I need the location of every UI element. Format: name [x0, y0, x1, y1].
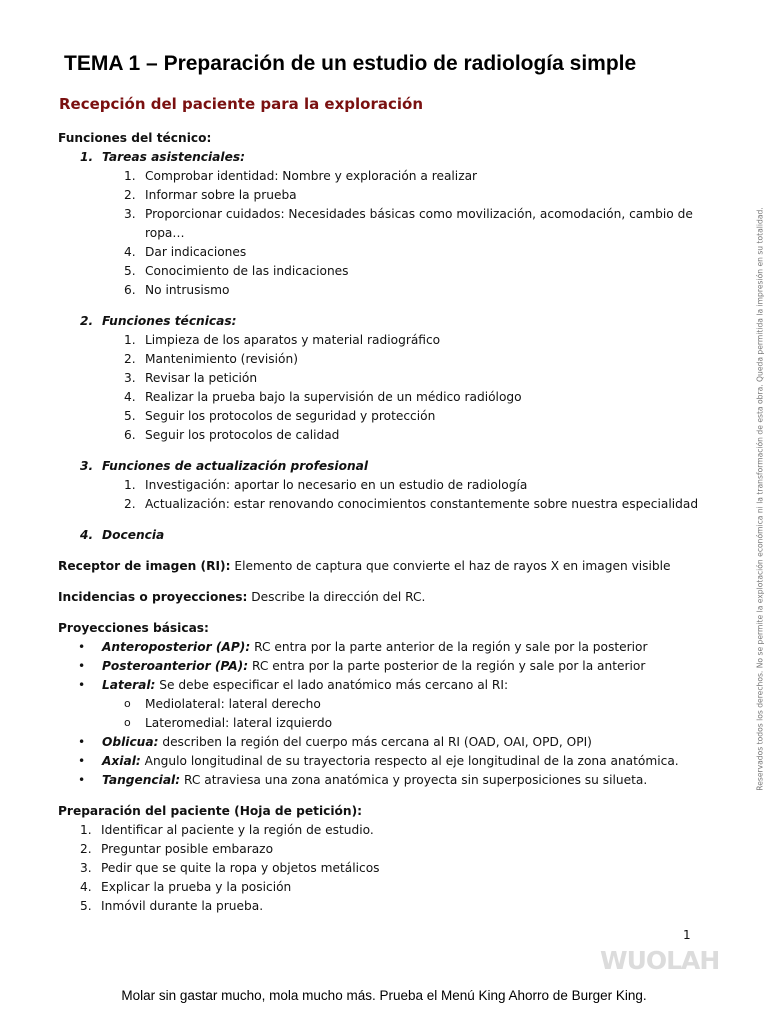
sub-bullet-item: [124, 695, 718, 714]
bullet-text: Angulo longitudinal de su trayectoria respecto al eje longitudinal de la zona anatómica.: [140, 754, 679, 768]
item-number: 4.: [80, 880, 92, 894]
item-text: Proporcionar cuidados: Necesidades básicas como movilización, acomodación, cambio de ropa…: [145, 207, 693, 240]
bullet-text: Se debe especificar el lado anatómico más cercano al RI:: [155, 678, 509, 692]
sub-bullet-item: [124, 714, 718, 733]
bullet-label: Anteroposterior (AP):: [102, 640, 251, 654]
bullet-item: [78, 771, 718, 790]
list-item: [80, 859, 718, 878]
group-number: 3.: [80, 459, 94, 473]
proyecciones-heading: Proyecciones básicas:: [58, 621, 209, 635]
list-item: [124, 331, 718, 350]
item-number: 2.: [80, 842, 92, 856]
wuolah-logo: WUOLAH: [600, 946, 720, 975]
item-number: 3.: [124, 371, 136, 385]
bullet-label: Axial:: [102, 754, 141, 768]
item-number: 5.: [124, 264, 136, 278]
group-heading: [80, 312, 718, 331]
preparacion-heading: Preparación del paciente (Hoja de petición):: [58, 804, 363, 818]
funciones-heading: Funciones del técnico:: [58, 131, 212, 145]
bullet-item: [78, 676, 718, 695]
item-number: 5.: [124, 409, 136, 423]
bullet-text: RC entra por la parte anterior de la región y sale por la posterior: [250, 640, 648, 654]
item-text: Informar sobre la prueba: [145, 188, 297, 202]
item-number: 3.: [80, 861, 92, 875]
item-number: 6.: [124, 283, 136, 297]
item-text: Conocimiento de las indicaciones: [145, 264, 349, 278]
bullet-label: Tangencial:: [102, 773, 181, 787]
bullet-item: [78, 752, 718, 771]
list-item: [124, 426, 718, 445]
bullet-icon: •: [78, 659, 86, 673]
item-number: 5.: [80, 899, 92, 913]
list-item: [124, 350, 718, 369]
item-text: Revisar la petición: [145, 371, 258, 385]
item-text: Realizar la prueba bajo la supervisión de un médico radiólogo: [145, 390, 522, 404]
item-text: Pedir que se quite la ropa y objetos metálicos: [101, 861, 380, 875]
list-item: [124, 476, 718, 495]
item-text: No intrusismo: [145, 283, 230, 297]
bullet-label: Lateral:: [102, 678, 156, 692]
item-text: Identificar al paciente y la región de estudio.: [101, 823, 374, 837]
item-text: Explicar la prueba y la posición: [101, 880, 292, 894]
bullet-label: Oblicua:: [102, 735, 159, 749]
item-number: 2.: [124, 352, 136, 366]
group-number: 2.: [80, 314, 94, 328]
item-number: 4.: [124, 245, 136, 259]
item-text: Mantenimiento (revisión): [145, 352, 298, 366]
item-text: Inmóvil durante la prueba.: [101, 899, 264, 913]
group-heading: [80, 457, 718, 476]
list-item: [80, 897, 718, 916]
footer-ad[interactable]: Molar sin gastar mucho, mola mucho más. Prueba el Menú King Ahorro de Burger King.: [121, 988, 647, 1003]
item-number: 1.: [124, 333, 136, 347]
circle-bullet-icon: o: [124, 697, 131, 710]
item-number: 6.: [124, 428, 136, 442]
item-text: Limpieza de los aparatos y material radiográfico: [145, 333, 441, 347]
group-number: 1.: [80, 150, 94, 164]
definition-text: Describe la dirección del RC.: [247, 590, 426, 604]
item-number: 1.: [124, 478, 136, 492]
bullet-text: RC atraviesa una zona anatómica y proyecta sin superposiciones su silueta.: [180, 773, 648, 787]
item-text: Actualización: estar renovando conocimientos constantemente sobre nuestra especialidad: [145, 497, 699, 511]
item-number: 1.: [80, 823, 92, 837]
page-title: TEMA 1 – Preparación de un estudio de radiología simple: [64, 52, 637, 75]
bullet-icon: •: [78, 678, 86, 692]
item-text: Comprobar identidad: Nombre y exploración a realizar: [145, 169, 478, 183]
list-item: [124, 281, 718, 300]
bullet-item: [78, 657, 718, 676]
list-item: [80, 821, 718, 840]
list-item: [124, 167, 718, 186]
item-number: 4.: [124, 390, 136, 404]
group-title: Funciones de actualización profesional: [102, 459, 369, 473]
bullet-icon: •: [78, 640, 86, 654]
list-item: [124, 262, 718, 281]
group-title: Tareas asistenciales:: [102, 150, 245, 164]
list-item: [80, 840, 718, 859]
section-title: Recepción del paciente para la exploración: [59, 95, 424, 113]
definition-incidencias: [58, 588, 718, 607]
definition-text: Elemento de captura que convierte el haz de rayos X en imagen visible: [230, 559, 671, 573]
bullet-label: Posteroanterior (PA):: [102, 659, 249, 673]
definition-label: Receptor de imagen (RI):: [58, 559, 231, 573]
document-body: [58, 129, 718, 916]
group-title: Docencia: [102, 528, 165, 542]
definition-receptor: [58, 557, 718, 576]
list-item: [124, 243, 718, 262]
bullet-text: describen la región del cuerpo más cercana al RI (OAD, OAI, OPD, OPI): [158, 735, 592, 749]
sub-bullet-text: Lateromedial: lateral izquierdo: [145, 716, 333, 730]
group-number: 4.: [80, 528, 94, 542]
list-item: [80, 878, 718, 897]
sub-bullet-text: Mediolateral: lateral derecho: [145, 697, 321, 711]
item-text: Dar indicaciones: [145, 245, 247, 259]
definition-label: Incidencias o proyecciones:: [58, 590, 248, 604]
page-number: 1: [683, 928, 691, 942]
list-item: [124, 495, 718, 514]
circle-bullet-icon: o: [124, 716, 131, 729]
bullet-item: [78, 733, 718, 752]
item-number: 2.: [124, 188, 136, 202]
item-number: 2.: [124, 497, 136, 511]
list-item: [124, 369, 718, 388]
item-text: Preguntar posible embarazo: [101, 842, 274, 856]
item-text: Seguir los protocolos de seguridad y protección: [145, 409, 436, 423]
copyright-watermark: Reservados todos los derechos. No se permite la explotación económica ni la transformación de esta obra. Queda permitida la impresión en su totalidad.: [755, 207, 765, 791]
bullet-item: [78, 638, 718, 657]
item-text: Investigación: aportar lo necesario en un estudio de radiología: [145, 478, 528, 492]
item-number: 1.: [124, 169, 136, 183]
bullet-icon: •: [78, 773, 86, 787]
bullet-text: RC entra por la parte posterior de la región y sale por la anterior: [248, 659, 646, 673]
item-number: 3.: [124, 207, 136, 221]
list-item: [124, 205, 705, 243]
group-title: Funciones técnicas:: [102, 314, 237, 328]
list-item: [124, 388, 718, 407]
bullet-icon: •: [78, 735, 86, 749]
group-heading: [80, 526, 718, 545]
bullet-icon: •: [78, 754, 86, 768]
list-item: [124, 407, 718, 426]
list-item: [124, 186, 718, 205]
item-text: Seguir los protocolos de calidad: [145, 428, 340, 442]
group-heading: [80, 148, 718, 167]
